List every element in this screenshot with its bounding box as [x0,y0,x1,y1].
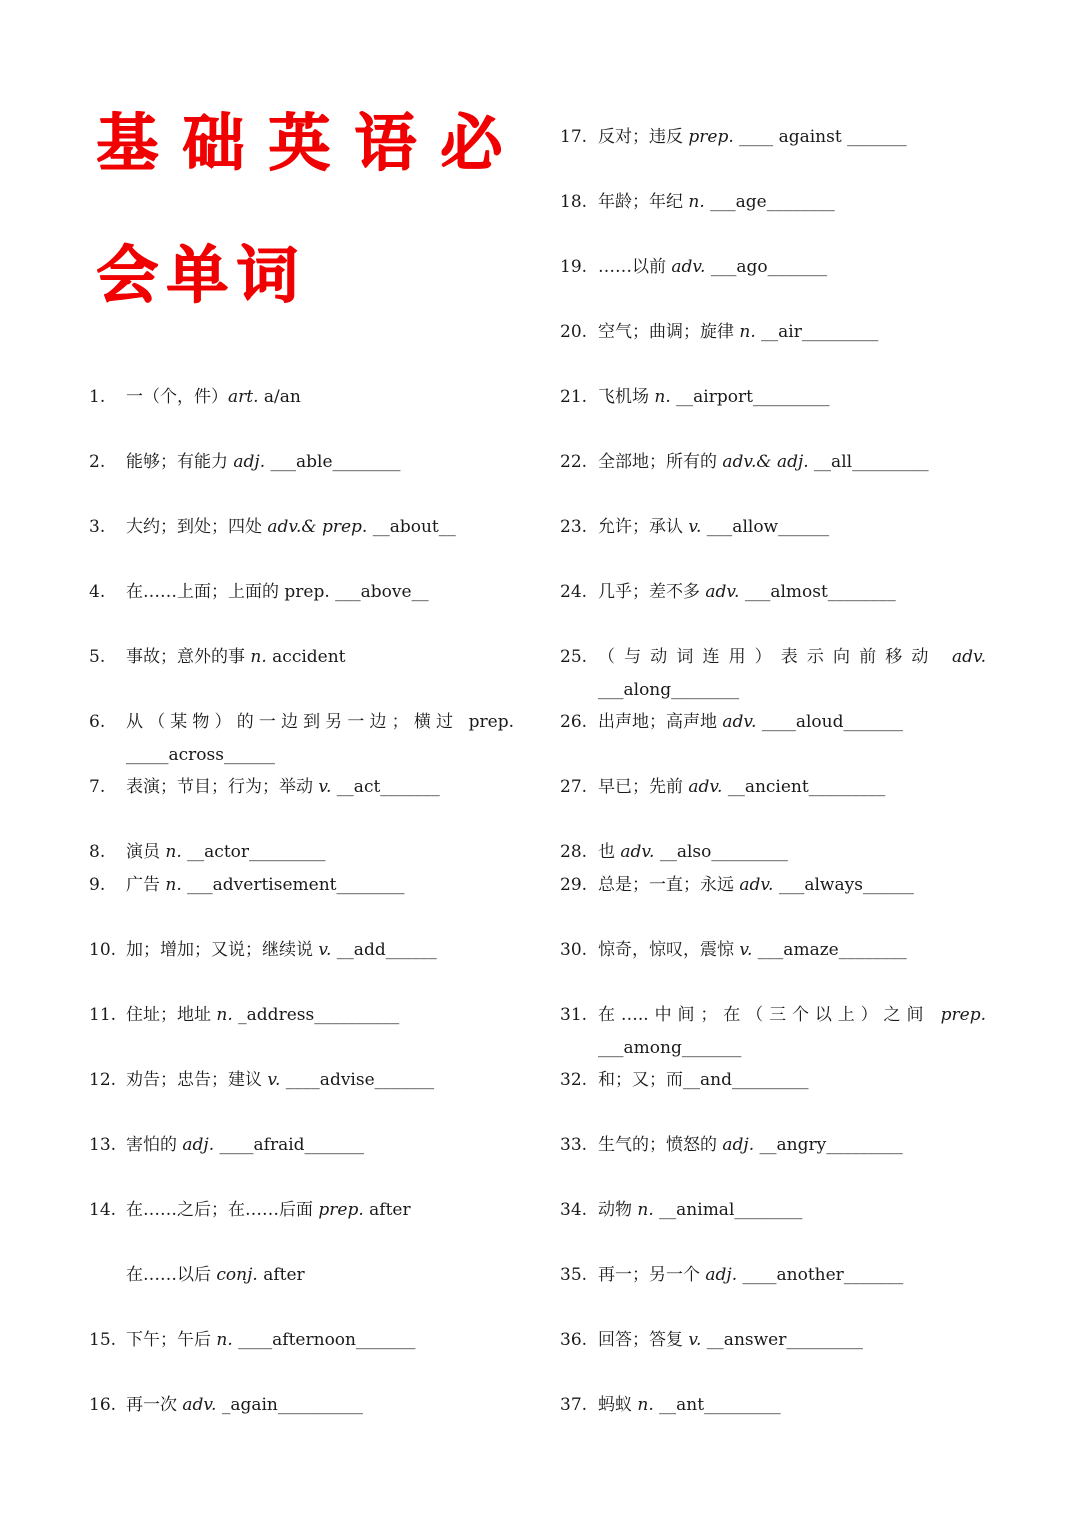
item-number: 3. [89,517,106,537]
definition-text: ……以前 [598,257,672,277]
item-definition [598,1264,903,1286]
answer-word: ___advertisement________ [181,875,405,895]
part-of-speech: adv. [688,777,723,797]
item-number: 7. [89,777,106,797]
definition-text: 出声地；高声地 [598,712,723,732]
part-of-speech: adj. [705,1265,738,1285]
item-definition [126,516,456,538]
definition-text: 演员 [126,842,166,862]
part-of-speech: n. [654,387,671,407]
item-number: 13. [89,1135,117,1155]
item-definition [126,776,440,798]
item-definition [126,1394,363,1416]
item-definition [598,1134,903,1156]
part-of-speech: adv.& adj. [722,452,809,472]
item-number: 27. [560,777,588,797]
item-definition [126,1199,411,1221]
item-number: 36. [560,1330,588,1350]
definition-text: 动物 [598,1200,638,1220]
answer-word: __air_________ [755,322,879,342]
item-definition [598,874,914,896]
answer-word: __airport_________ [670,387,830,407]
item-number: 1. [89,387,106,407]
item-number: 15. [89,1330,117,1350]
item-number: 2. [89,452,106,472]
item-definition [598,126,907,148]
item-definition [598,841,788,863]
definition-text: 下午；午后 [126,1330,217,1350]
part-of-speech: n. [637,1200,654,1220]
part-of-speech: adv. [705,582,740,602]
definition-text: 飞机场 [598,387,655,407]
definition-text: 总是；一直；永远 [598,875,740,895]
item-definition [598,1329,863,1351]
item-definition [598,1394,781,1416]
part-of-speech: adv. [620,842,655,862]
definition-text: 允许；承认 [598,517,689,537]
answer-word: __answer_________ [701,1330,863,1350]
item-number: 28. [560,842,588,862]
item-definition [126,841,326,863]
item-definition [598,646,986,668]
answer-word: after [257,1265,305,1285]
answer-word: ____ against _______ [733,127,907,147]
item-definition [126,451,401,473]
definition-text: 惊奇，惊叹，震惊 [598,940,740,960]
item-number: 21. [560,387,588,407]
item-number: 22. [560,452,588,472]
part-of-speech: art. [228,387,259,407]
answer-word: ____aloud_______ [756,712,903,732]
definition-text: 能够；有能力 [126,452,234,472]
answer-word: __ant_________ [653,1395,781,1415]
item-number: 35. [560,1265,588,1285]
definition-text: 劝告；忠告；建议 [126,1070,268,1090]
definition-text: 回答；答复 [598,1330,689,1350]
item-definition [598,256,827,278]
definition-text: 害怕的 [126,1135,183,1155]
item-definition [598,581,896,603]
definition-text: 蚂蚁 [598,1395,638,1415]
part-of-speech: prep. [940,1005,986,1025]
item-number: 18. [560,192,588,212]
answer-word: ___able________ [265,452,401,472]
answer-word-continued: _____across______ [126,745,275,765]
answer-word: ____advise_______ [280,1070,435,1090]
definition-text: 反对；违反 [598,127,689,147]
answer-word: ___amaze________ [752,940,907,960]
item-definition [598,451,929,473]
item-definition [126,646,346,668]
definition-text: 大约；到处；四处 [126,517,268,537]
definition-text: （与动词连用）表示向前移动 [598,647,952,667]
definition-text: 再一；另一个 [598,1265,706,1285]
item-definition [598,516,829,538]
part-of-speech: v. [688,517,702,537]
part-of-speech: n. [637,1395,654,1415]
definition-text: 全部地；所有的 [598,452,723,472]
definition-text: 事故；意外的事 [126,647,251,667]
part-of-speech: n. [739,322,756,342]
answer-word: __animal________ [653,1200,803,1220]
answer-word: __angry_________ [754,1135,903,1155]
item-definition [598,1069,808,1091]
item-number: 31. [560,1005,588,1025]
answer-word: _again__________ [216,1395,363,1415]
item-number: 20. [560,322,588,342]
part-of-speech: prep. [688,127,734,147]
part-of-speech: n. [216,1005,233,1025]
answer-word: ___almost________ [739,582,896,602]
definition-text: 也 [598,842,621,862]
part-of-speech: n. [165,875,182,895]
page-title-line-1: 基础英语必 [96,106,527,179]
part-of-speech: v. [267,1070,281,1090]
page-title-line-2: 会单词 [96,238,307,311]
definition-text: 从（某物）的一边到另一边；横过 prep. [126,712,514,732]
answer-word: __actor_________ [181,842,326,862]
definition-text: 几乎；差不多 [598,582,706,602]
definition-text: 一（个，件） [126,387,228,407]
item-number: 4. [89,582,106,602]
answer-word: __ancient_________ [722,777,886,797]
item-number: 14. [89,1200,117,1220]
item-number: 26. [560,712,588,732]
item-definition [126,1069,434,1091]
item-number: 37. [560,1395,588,1415]
part-of-speech: n. [165,842,182,862]
item-number: 33. [560,1135,588,1155]
part-of-speech: adj. [182,1135,215,1155]
item-number: 16. [89,1395,117,1415]
definition-text: 和；又；而__and_________ [598,1070,809,1090]
item-number: 34. [560,1200,588,1220]
part-of-speech: n. [688,192,705,212]
definition-text: 生气的；愤怒的 [598,1135,723,1155]
item-definition [598,191,835,213]
part-of-speech: adj. [233,452,266,472]
part-of-speech: prep. [318,1200,364,1220]
part-of-speech: adv. [951,647,986,667]
part-of-speech: v. [318,940,332,960]
item-definition [126,1329,415,1351]
answer-word: __add______ [331,940,437,960]
item-number: 29. [560,875,588,895]
answer-word: _address__________ [232,1005,400,1025]
item-definition [598,321,878,343]
item-number: 5. [89,647,106,667]
item-definition [126,711,514,733]
item-definition [126,1264,305,1286]
definition-text: 加；增加；又说；继续说 [126,940,319,960]
answer-word-continued: ___along________ [598,680,740,700]
item-number: 17. [560,127,588,147]
part-of-speech: adv. [739,875,774,895]
answer-word: ____afternoon_______ [232,1330,416,1350]
item-definition [598,776,885,798]
item-number: 10. [89,940,117,960]
answer-word: ____afraid_______ [214,1135,365,1155]
definition-text: 在……上面；上面的 prep. ___above__ [126,582,429,602]
answer-word: after [363,1200,411,1220]
item-number: 19. [560,257,588,277]
part-of-speech: n. [216,1330,233,1350]
item-number: 23. [560,517,588,537]
definition-text: 再一次 [126,1395,183,1415]
item-definition [126,581,429,603]
item-definition [598,1004,986,1026]
definition-text: 年龄；年纪 [598,192,689,212]
item-number: 30. [560,940,588,960]
item-number: 32. [560,1070,588,1090]
definition-text: 在……以后 [126,1265,217,1285]
item-definition [598,1199,802,1221]
part-of-speech: adj. [722,1135,755,1155]
answer-word: a/an [258,387,301,407]
answer-word-continued: ___among_______ [598,1038,742,1058]
answer-word: accident [266,647,346,667]
part-of-speech: conj. [216,1265,258,1285]
definition-text: 广告 [126,875,166,895]
item-definition [598,711,903,733]
item-number: 12. [89,1070,117,1090]
item-number: 8. [89,842,106,862]
part-of-speech: adv. [182,1395,217,1415]
item-definition [126,1134,364,1156]
definition-text: 早已；先前 [598,777,689,797]
item-definition [126,386,301,408]
part-of-speech: v. [688,1330,702,1350]
item-number: 6. [89,712,106,732]
answer-word: __all_________ [808,452,929,472]
part-of-speech: n. [250,647,267,667]
part-of-speech: adv. [722,712,757,732]
item-number: 11. [89,1005,117,1025]
item-number: 24. [560,582,588,602]
answer-word: ____another_______ [737,1265,904,1285]
answer-word: __about__ [367,517,456,537]
item-number: 9. [89,875,106,895]
part-of-speech: adv. [671,257,706,277]
answer-word: ___age________ [704,192,835,212]
part-of-speech: adv.& prep. [267,517,368,537]
answer-word: __act_______ [331,777,440,797]
answer-word: ___allow______ [701,517,830,537]
item-definition [598,386,829,408]
answer-word: ___always______ [773,875,914,895]
item-definition [126,1004,399,1026]
item-definition [126,874,405,896]
definition-text: 在…..中间；在（三个以上）之间 [598,1005,941,1025]
item-number: 25. [560,647,588,667]
part-of-speech: v. [739,940,753,960]
definition-text: 表演；节目；行为；举动 [126,777,319,797]
answer-word: ___ago_______ [705,257,828,277]
definition-text: 在……之后；在……后面 [126,1200,319,1220]
definition-text: 空气；曲调；旋律 [598,322,740,342]
item-definition [126,939,437,961]
definition-text: 住址；地址 [126,1005,217,1025]
item-definition [598,939,907,961]
answer-word: __also_________ [654,842,788,862]
part-of-speech: v. [318,777,332,797]
